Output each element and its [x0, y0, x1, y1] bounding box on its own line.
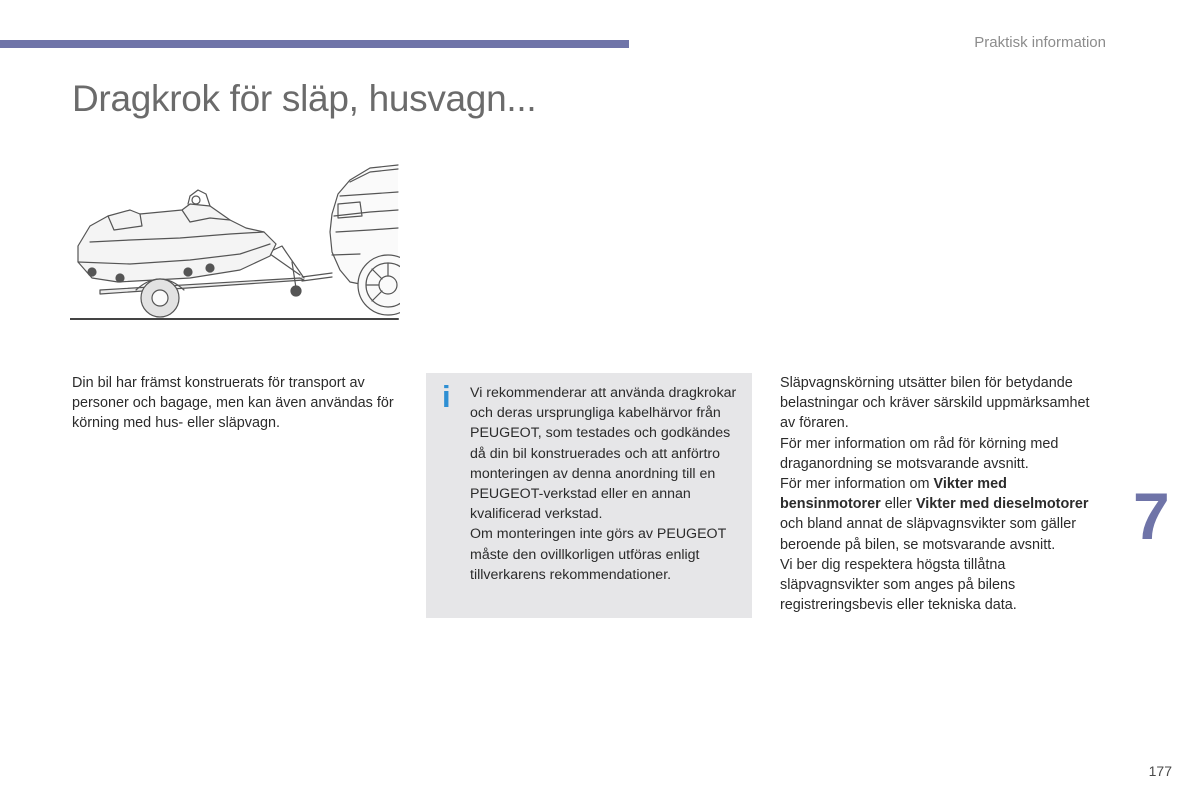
header-accent-bar: [0, 40, 629, 48]
intro-text-column: [72, 373, 407, 434]
section-header: Praktisk information: [974, 34, 1106, 51]
towing-p3-mid: eller: [880, 496, 916, 513]
towing-p3-post: och bland annat de släpvagnsvikter som gäller beroende på bilen, se motsvarande avsnitt.: [780, 516, 1076, 553]
page-number: 177: [1148, 763, 1172, 779]
towing-paragraph-3: [780, 474, 1105, 555]
weights-diesel-reference: Vikter med dieselmotorer: [915, 496, 1089, 513]
info-text: [470, 383, 748, 585]
towing-paragraph-2: För mer information om råd för körning med draganordning se motsvarande avsnitt.: [780, 435, 1059, 472]
chapter-number: 7: [1133, 479, 1170, 553]
weights-petrol-reference: Vikter med bensinmotorer: [780, 476, 1007, 513]
info-paragraph-2: Om monteringen inte görs av PEUGEOT måste den ovillkorligen utföras enligt tillverkarens rekommendationer.: [470, 526, 727, 583]
page-title: Dragkrok för släp, husvagn...: [72, 78, 537, 119]
info-paragraph-1: Vi rekommenderar att använda dragkrokar och deras ursprungliga kabelhärvor från PEUGEOT, som testades och godkändes då din bil konstruerades och att anförtro monteringen av denna anordning till en PEUGEOT-verkstad eller en annan kvalificerad verkstad.: [470, 385, 737, 523]
info-icon: i: [442, 379, 451, 414]
info-box: [426, 373, 752, 618]
trailer-jetski-illustration: [70, 160, 400, 325]
towing-paragraph-1: Släpvagnskörning utsätter bilen för betydande belastningar och kräver särskild uppmärksamhet av föraren.: [780, 375, 1090, 432]
intro-paragraph: Din bil har främst konstruerats för transport av personer och bagage, men kan även användas för körning med hus- eller släpvagn.: [72, 375, 394, 432]
towing-text-column: [780, 373, 1105, 615]
towing-paragraph-4: Vi ber dig respektera högsta tillåtna släpvagnsvikter som anges på bilens registreringsbevis eller tekniska data.: [780, 556, 1017, 614]
towing-p3-pre: För mer information om: [780, 476, 934, 493]
